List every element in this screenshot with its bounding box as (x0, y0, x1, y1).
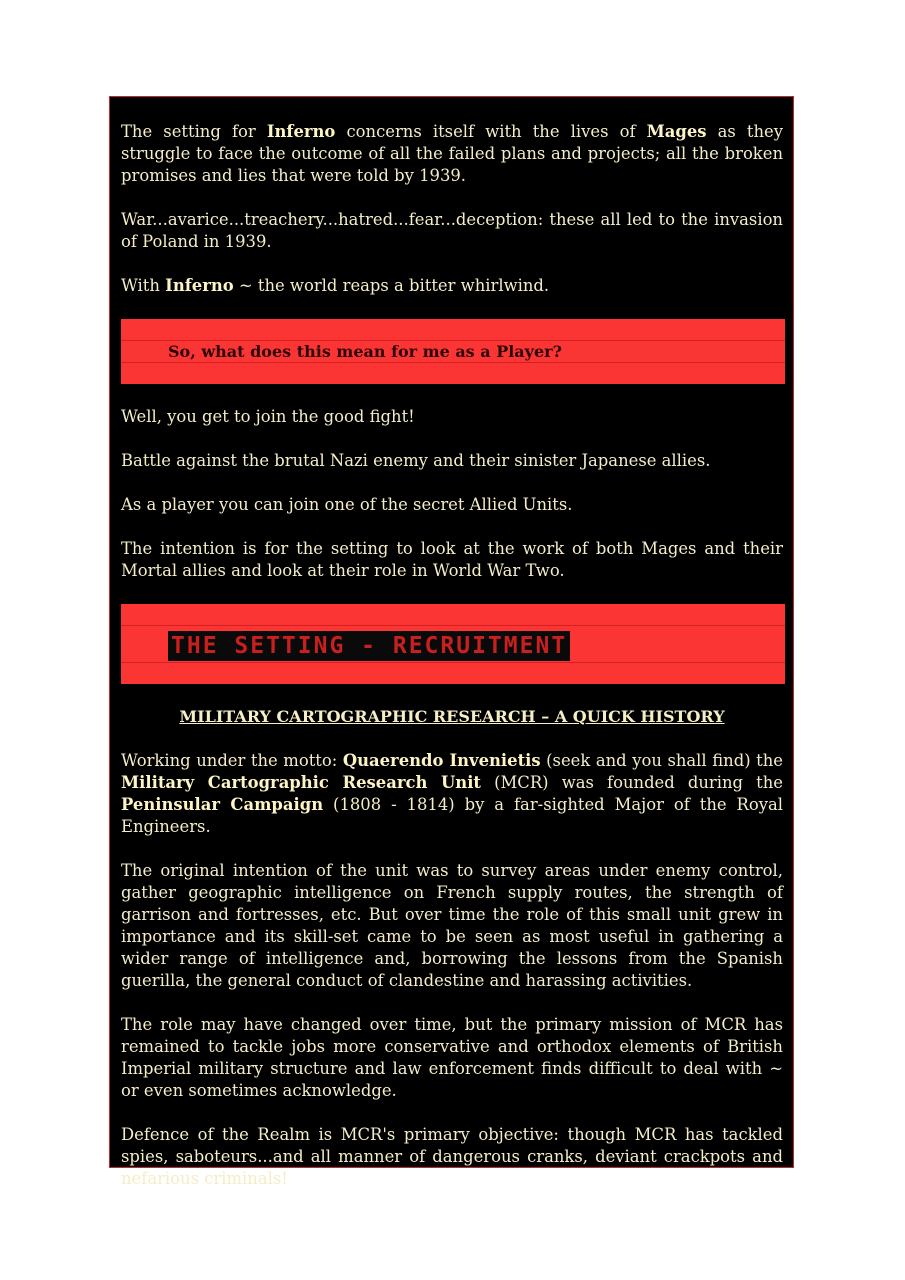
text-run: (seek and you shall find) the (540, 751, 783, 770)
history-paragraph-3: The role may have changed over time, but the primary mission of MCR has remained to tackle jobs more conservative and orthodox elements of British Imperial military structure and law enforcement finds difficult to deal with ~ or even sometimes acknowledge. (121, 1015, 783, 1100)
text-run: The setting for (121, 122, 267, 141)
motto-term: Quaerendo Invenietis (342, 751, 541, 770)
inferno-term: Inferno (266, 122, 336, 141)
intro-paragraph-2: War...avarice...treachery...hatred...fear...deception: these all led to the invasion of Poland in 1939. (121, 210, 783, 251)
history-heading: MILITARY CARTOGRAPHIC RESEARCH – A QUICK HISTORY (179, 707, 725, 726)
player-paragraph-4: The intention is for the setting to look at the work of both Mages and their Mortal allies and look at their role in World War Two. (121, 539, 783, 580)
recruitment-band (121, 604, 785, 684)
history-paragraph-4: Defence of the Realm is MCR's primary objective: though MCR has tackled spies, saboteurs...and all manner of dangerous cranks, deviant crackpots and nefarious criminals! (121, 1125, 783, 1188)
mages-term: Mages (646, 122, 707, 141)
text-run: as they struggle to face the outcome of all the failed plans and projects; all the broken promises and lies that were told by 1939. (121, 122, 783, 185)
player-paragraph-3: As a player you can join one of the secret Allied Units. (121, 495, 573, 514)
campaign-term: Peninsular Campaign (121, 795, 324, 814)
text-run: (MCR) was founded during the (481, 773, 784, 792)
inferno-term: Inferno (165, 276, 234, 295)
text-run: ~ the world reaps a bitter whirlwind. (233, 276, 550, 295)
history-paragraph-2: The original intention of the unit was to survey areas under enemy control, gather geographic intelligence on French supply routes, the strength of garrison and fortresses, etc. But over time the role of this small unit grew in importance and its skill-set came to be seen as most useful in gathering a wider range of intelligence and, borrowing the lessons from the Spanish guerilla, the general conduct of clandestine and harassing activities. (121, 861, 783, 990)
text-run: (1808 - 1814) by a far-sighted Major of the Royal Engineers. (121, 795, 783, 836)
text-run: With (121, 276, 166, 295)
player-paragraph-2: Battle against the brutal Nazi enemy and their sinister Japanese allies. (121, 451, 711, 470)
text-run: Working under the motto: (121, 751, 343, 770)
page-content (121, 121, 783, 1190)
player-paragraph-1: Well, you get to join the good fight! (121, 407, 415, 426)
text-run: concerns itself with the lives of (335, 122, 647, 141)
player-question-heading: So, what does this mean for me as a Player? (168, 342, 562, 361)
recruitment-banner-title: THE SETTING - RECRUITMENT (168, 631, 570, 661)
page-panel (109, 96, 794, 1188)
unit-name-term: Military Cartographic Research Unit (121, 773, 481, 792)
history-paragraph-1 (121, 750, 783, 838)
intro-paragraph-1 (121, 121, 783, 187)
intro-paragraph-3 (121, 275, 783, 297)
player-question-band (121, 319, 785, 384)
